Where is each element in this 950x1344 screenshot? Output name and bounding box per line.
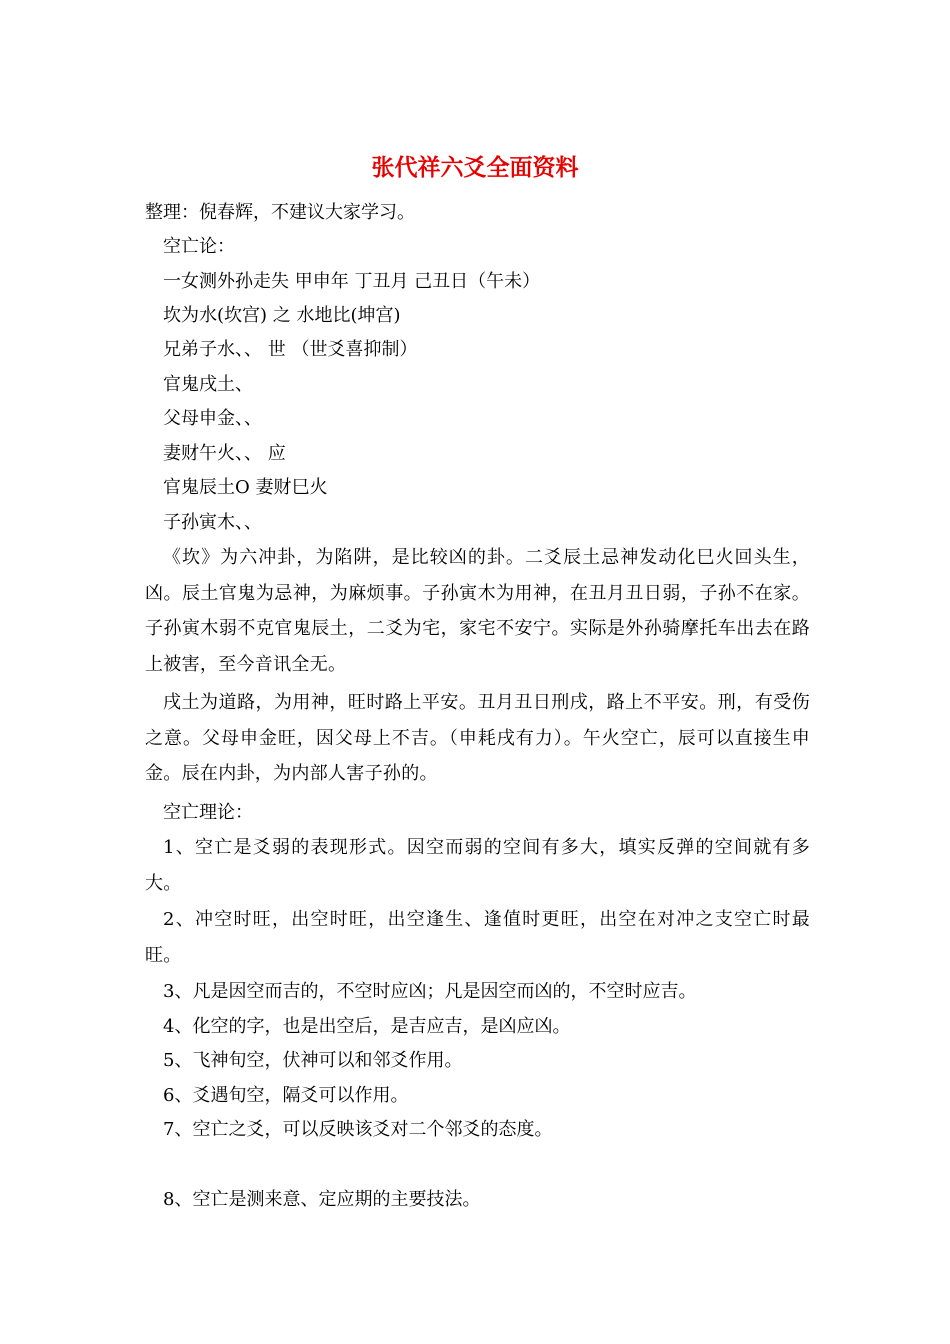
analysis-paragraph-1: 《坎》为六冲卦，为陷阱，是比较凶的卦。二爻辰土忌神发动化巳火回头生，凶。辰土官鬼为忌神，为麻烦事。子孙寅木为用神，在丑月丑日弱，子孙不在家。子孙寅木弱不克官鬼辰土，二爻为宅，家宅不安宁。实际是外孙骑摩托车出去在路上被害，至今音讯全无。 — [145, 547, 810, 675]
theory-item: 4、化空的字，也是出空后，是吉应吉，是凶应凶。 — [163, 1016, 571, 1037]
section-heading-theory: 空亡理论： — [163, 802, 253, 823]
example-line: 妻财午火、、 应 — [163, 443, 286, 464]
theory-item: 7、空亡之爻，可以反映该爻对二个邻爻的态度。 — [163, 1119, 553, 1140]
example-line: 子孙寅木、、 — [163, 512, 262, 533]
author-line: 整理：倪春辉，不建议大家学习。 — [145, 202, 415, 223]
example-line: 兄弟子水、、 世 （世爻喜抑制） — [163, 339, 418, 360]
example-line: 坎为水(坎宫) 之 水地比(坤宫) — [163, 305, 401, 326]
document-title: 张代祥六爻全面资料 — [371, 154, 579, 181]
example-line: 一女测外孙走失 甲申年 丁丑月 己丑日（午未） — [163, 271, 541, 292]
analysis-paragraph-2: 戌土为道路，为用神，旺时路上平安。丑月丑日刑戌，路上不平安。刑，有受伤之意。父母申金旺，因父母上不吉。（申耗戌有力）。午火空亡，辰可以直接生申金。辰在内卦，为内部人害子孙的。 — [145, 692, 810, 784]
theory-item: 6、爻遇旬空，隔爻可以作用。 — [163, 1085, 409, 1106]
theory-item: 5、飞神旬空，伏神可以和邻爻作用。 — [163, 1050, 463, 1071]
theory-item: 3、凡是因空而吉的，不空时应凶；凡是因空而凶的，不空时应吉。 — [163, 981, 697, 1002]
theory-item: 2、冲空时旺，出空时旺，出空逢生、逢值时更旺，出空在对冲之支空亡时最旺。 — [145, 909, 810, 966]
theory-item: 8、空亡是测来意、定应期的主要技法。 — [163, 1189, 481, 1210]
theory-item: 1、空亡是爻弱的表现形式。因空而弱的空间有多大，填实反弹的空间就有多大。 — [145, 837, 810, 894]
section-heading-kongwang: 空亡论： — [163, 236, 235, 257]
example-line: 官鬼辰土O 妻财巳火 — [163, 477, 328, 498]
example-line: 父母申金、、 — [163, 408, 262, 429]
example-line: 官鬼戌土、 — [163, 374, 253, 395]
